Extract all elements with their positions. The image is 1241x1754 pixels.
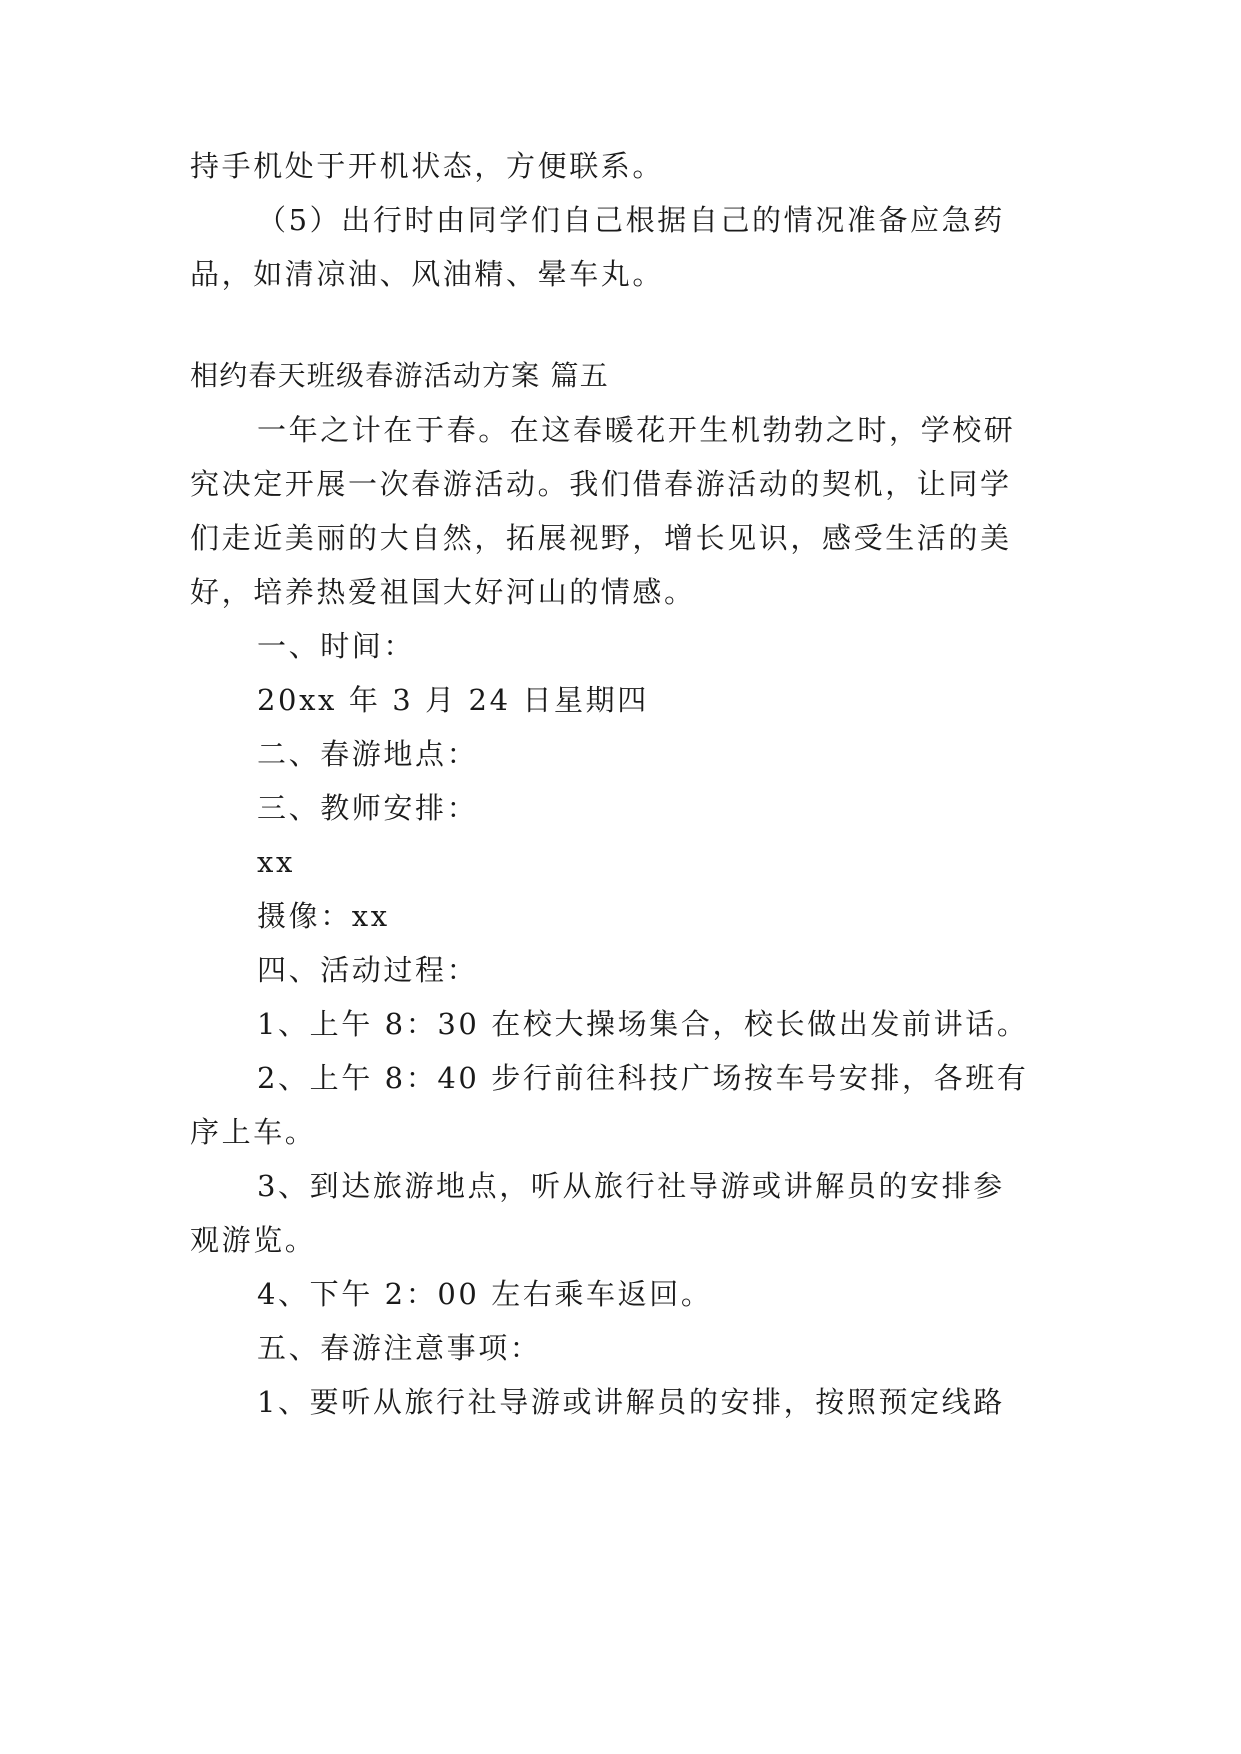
step-3-cont: 观游览。 xyxy=(190,1223,317,1257)
heading-teachers: 三、教师安排： xyxy=(257,791,479,825)
step-1: 1、上午 8：30 在校大操场集合，校长做出发前讲话。 xyxy=(257,1007,1029,1041)
heading-process: 四、活动过程： xyxy=(257,953,479,987)
step-2: 2、上午 8：40 步行前往科技广场按车号安排，各班有 xyxy=(257,1061,1029,1095)
note-1: 1、要听从旅行社导游或讲解员的安排，按照预定线路 xyxy=(257,1385,1005,1419)
heading-time: 一、时间： xyxy=(257,629,416,663)
paragraph-line: 们走近美丽的大自然，拓展视野，增长见识，感受生活的美 xyxy=(190,521,1012,555)
paragraph-line: 究决定开展一次春游活动。我们借春游活动的契机，让同学 xyxy=(190,467,1012,501)
time-value: 20xx 年 3 月 24 日星期四 xyxy=(257,683,649,717)
paragraph-line: 品，如清凉油、风油精、晕车丸。 xyxy=(190,257,665,291)
camera-line: 摄像：xx xyxy=(257,899,390,933)
step-3: 3、到达旅游地点，听从旅行社导游或讲解员的安排参 xyxy=(257,1169,1005,1203)
paragraph-line: 好，培养热爱祖国大好河山的情感。 xyxy=(190,575,696,609)
paragraph-line: （5）出行时由同学们自己根据自己的情况准备应急药 xyxy=(257,203,1005,237)
paragraph-line: 一年之计在于春。在这春暖花开生机勃勃之时，学校研 xyxy=(257,413,1016,447)
paragraph-line: 持手机处于开机状态，方便联系。 xyxy=(190,149,665,183)
teachers-value: xx xyxy=(257,845,295,879)
heading-notes: 五、春游注意事项： xyxy=(257,1331,542,1365)
section-title: 相约春天班级春游活动方案 篇五 xyxy=(190,359,609,392)
step-4: 4、下午 2：00 左右乘车返回。 xyxy=(257,1277,713,1311)
heading-place: 二、春游地点： xyxy=(257,737,479,771)
step-2-cont: 序上车。 xyxy=(190,1115,317,1149)
